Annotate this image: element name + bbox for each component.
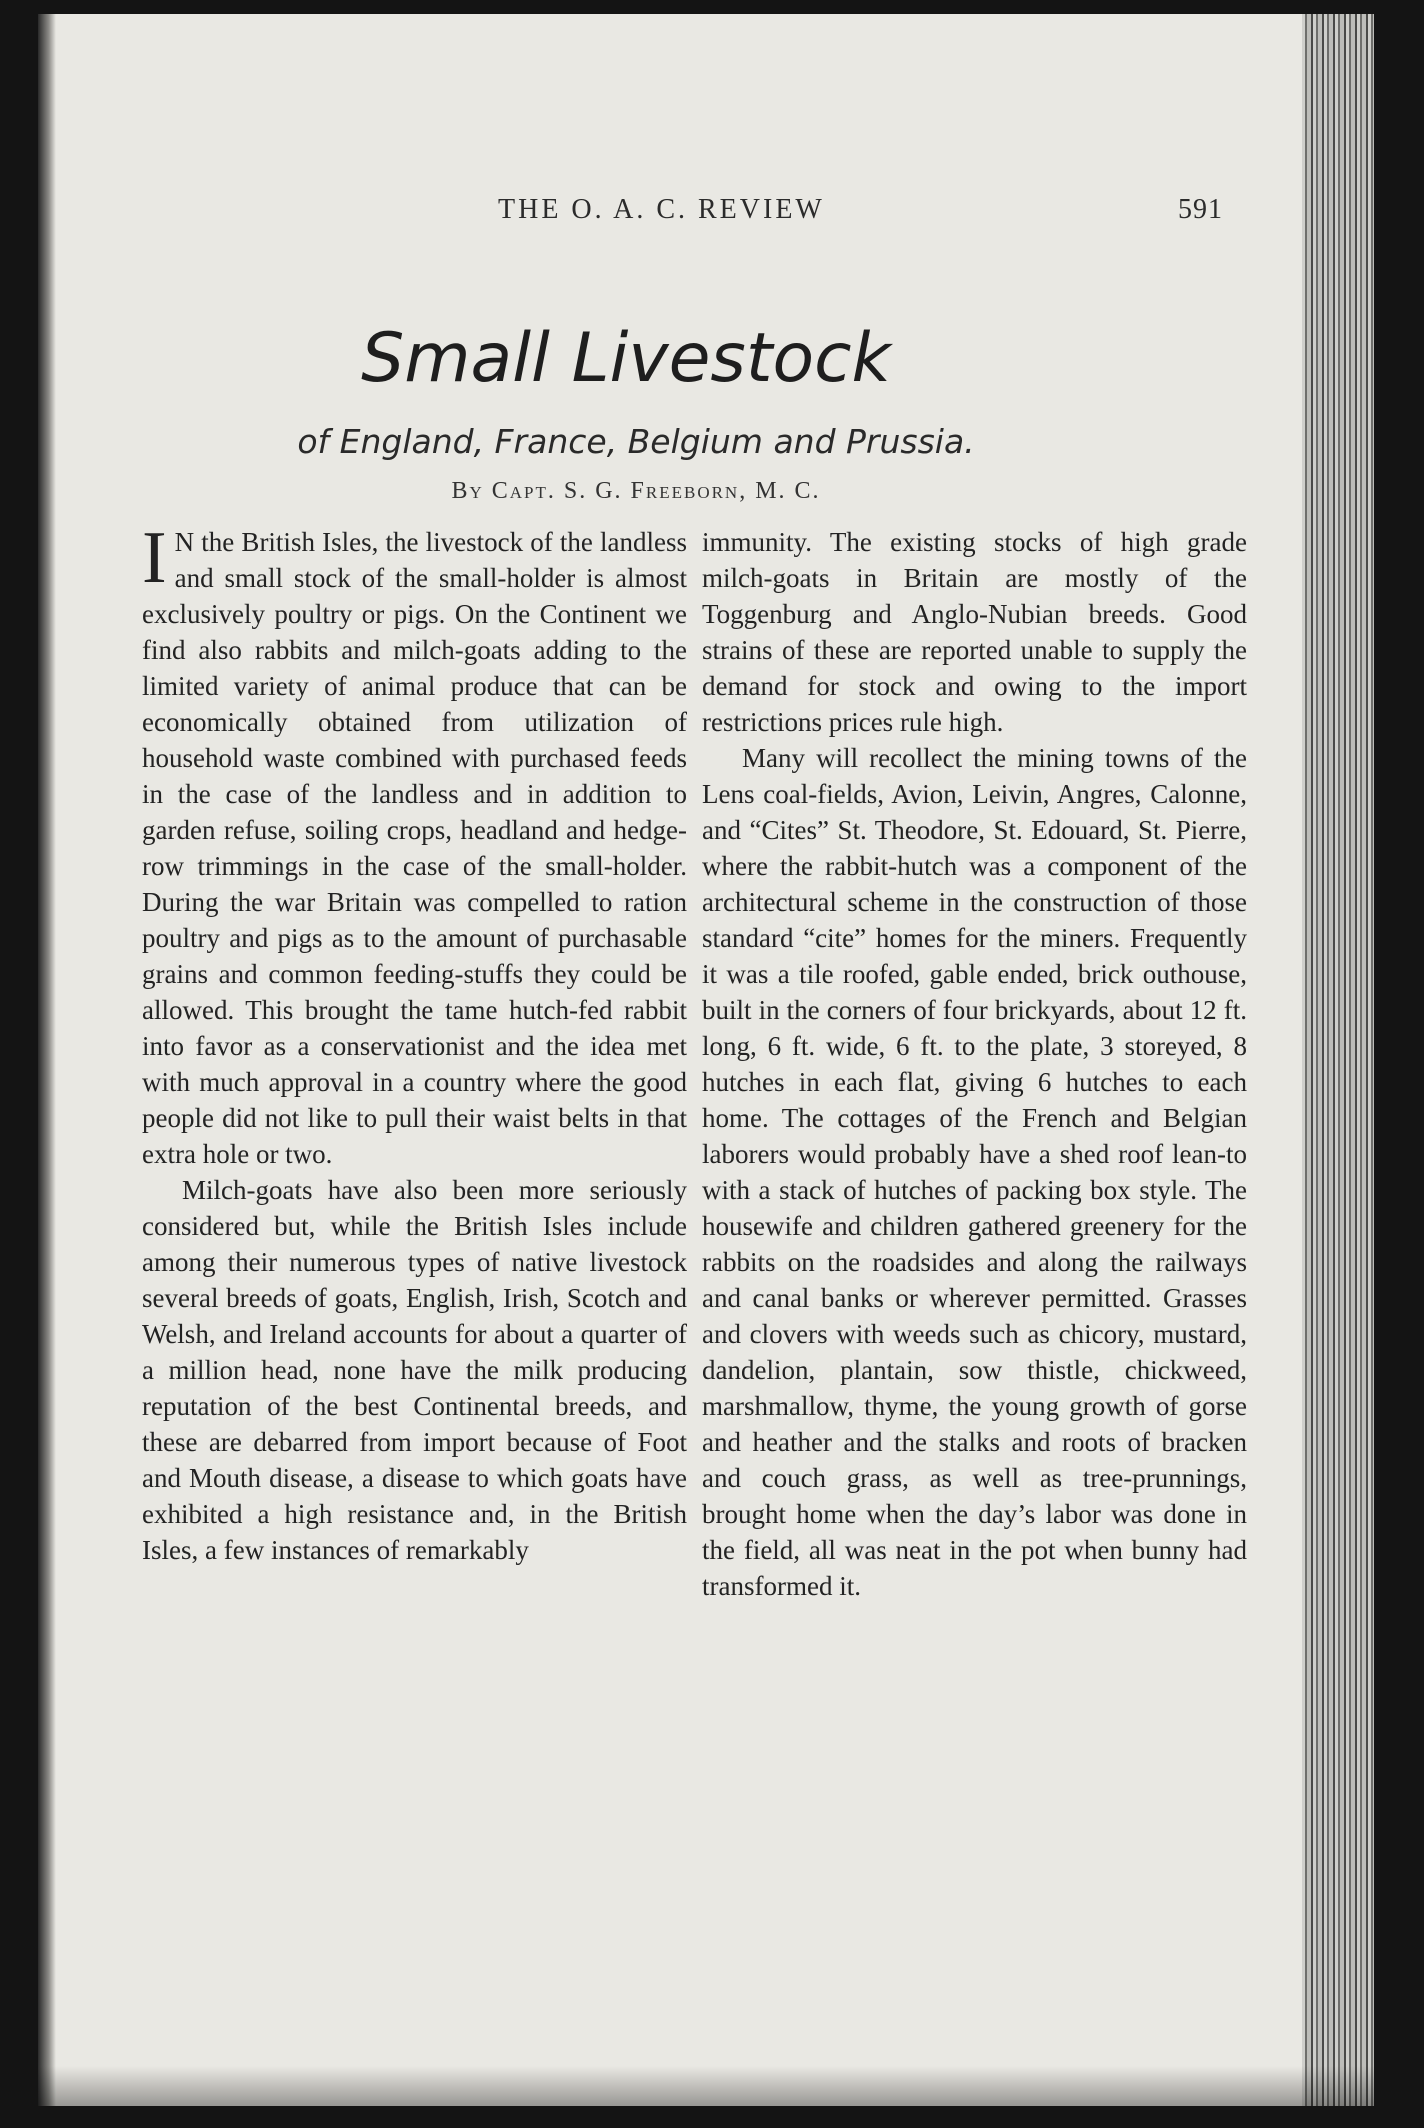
paragraph-text: N the British Isles, the livestock of the landless and small stock of the small-holder is almost exclusively poultry or pigs. On the Continent we find also rabbits and milch-goats adding to the limited variety of animal produce that can be economically obtained from utilization of household waste combined with purchased feeds in the case of the landless and in addition to garden refuse, soiling crops, headland and hedge-row trimmings in the case of the small-holder. During the war Britain was compelled to ration poultry and pigs as to the amount of purchasable grains and common feeding-stuffs they could be allowed. This brought the tame hutch-fed rabbit into favor as a conservationist and the idea met with much approval in a country where the good people did not like to pull their waist belts in that extra hole or two. <box>142 527 687 1169</box>
article-byline: By Capt. S. G. Freeborn, M. C. <box>451 478 821 504</box>
paragraph: immunity. The existing stocks of high grade milch-goats in Britain are mostly of the Toggenburg and Anglo-Nubian breeds. Good strains of these are reported unable to supply the demand for stock and owing to the import restrictions prices rule high. <box>702 527 1247 737</box>
article-subtitle: of England, France, Belgium and Prussia. <box>297 422 975 461</box>
left-column <box>142 517 687 1568</box>
page-number: 591 <box>1178 194 1223 225</box>
article-title: Small Livestock <box>361 319 891 398</box>
bottom-shadow <box>38 2066 1374 2106</box>
paragraph: Many will recollect the mining towns of the Lens coal-fields, Avion, Leivin, Angres, Calonne, and “Cites” St. Theodore, St. Edouard, St. Pierre, where the rabbit-hutch was a component of the architectural scheme in the construction of those standard “cite” homes for the miners. Frequently it was a tile roofed, gable ended, brick outhouse, built in the corners of four brickyards, about 12 ft. long, 6 ft. wide, 6 ft. to the plate, 3 storeyed, 8 hutches in each flat, giving 6 hutches to each home. The cottages of the French and Belgian laborers would probably have a shed roof lean-to with a stack of hutches of packing box style. The housewife and children gathered greenery for the rabbits on the roadsides and along the railways and canal banks or wherever permitted. Grasses and clovers with weeds such as chicory, mustard, dandelion, plantain, sow thistle, chickweed, marshmallow, thyme, the young growth of gorse and heather and the stalks and roots of bracken and couch grass, as well as tree-prunnings, brought home when the day’s labor was done in the field, all was neat in the pot when bunny had transformed it. <box>702 743 1247 1601</box>
paragraph: Milch-goats have also been more seriously considered but, while the British Isles include among their numerous types of native livestock several breeds of goats, English, Irish, Scotch and Welsh, and Ireland accounts for about a quarter of a million head, none have the milk producing reputation of the best Continental breeds, and these are debarred from import because of Foot and Mouth disease, a disease to which goats have exhibited a high resistance and, in the British Isles, a few instances of remarkably <box>142 1175 687 1565</box>
book-page-edges <box>1302 14 1374 2106</box>
drop-cap: I <box>142 517 167 599</box>
paragraph <box>142 517 687 1172</box>
right-column <box>702 524 1247 1604</box>
page <box>38 14 1374 2106</box>
running-title: THE O. A. C. REVIEW <box>498 194 825 225</box>
